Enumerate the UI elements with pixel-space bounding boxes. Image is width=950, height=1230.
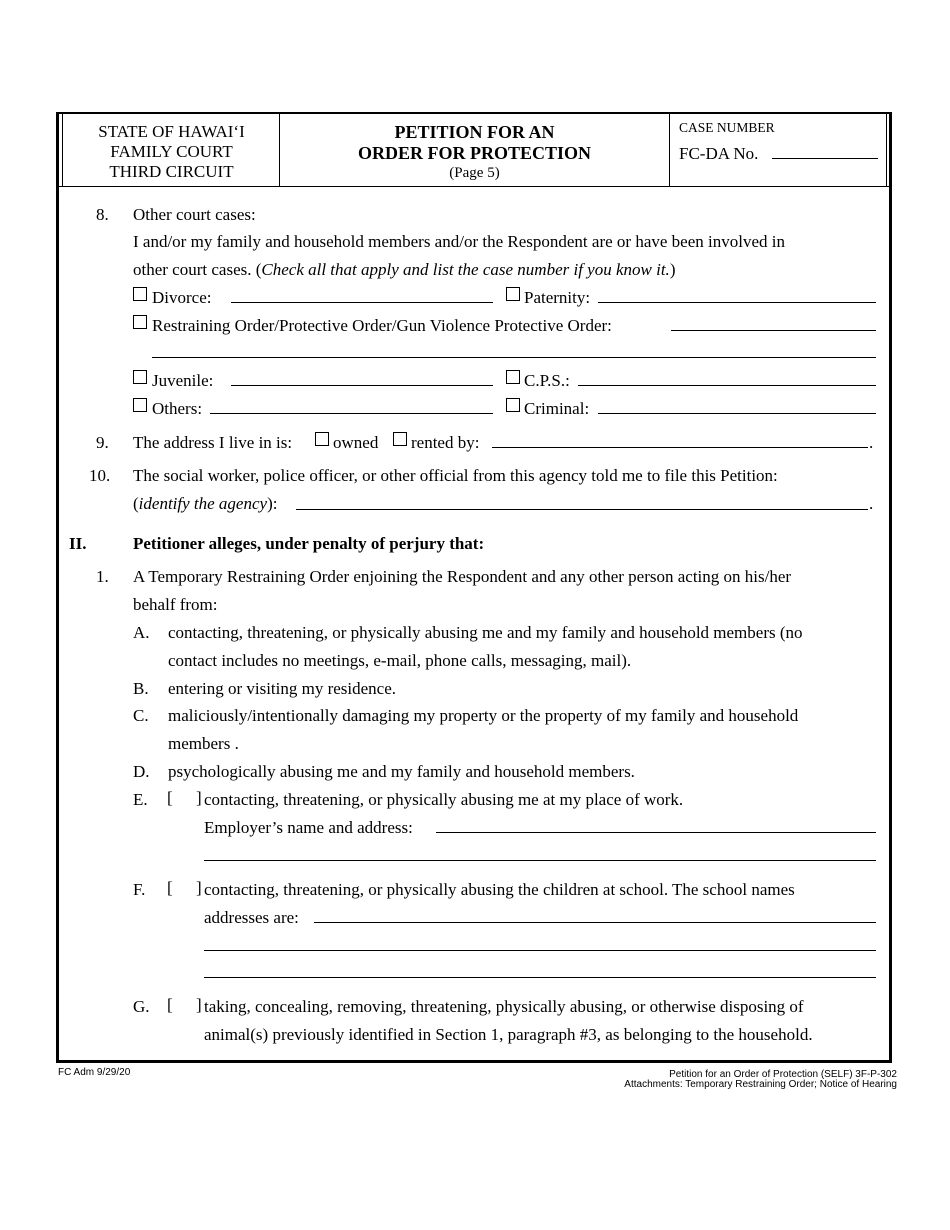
court-circuit: THIRD CIRCUIT	[109, 162, 234, 181]
item1e-text: contacting, threatening, or physically abusing me at my place of work.	[204, 790, 684, 809]
criminal-label: Criminal:	[524, 399, 590, 418]
item9-number: 9.	[96, 433, 109, 452]
form-title-line2: ORDER FOR PROTECTION	[357, 143, 591, 163]
item1g-label: G.	[133, 997, 150, 1016]
case-number-prefix: FC-DA No.	[679, 144, 759, 163]
item1-line2: behalf from:	[133, 595, 218, 614]
item1c-label: C.	[133, 706, 149, 725]
item1f-text: contacting, threatening, or physically abusing the children at school. The school names	[204, 880, 795, 899]
item1b-text: entering or visiting my residence.	[168, 679, 397, 698]
court-state: STATE OF HAWAI‘I	[98, 122, 245, 141]
item1d-text: psychologically abusing me and my family and household members.	[168, 762, 635, 781]
criminal-checkbox[interactable]	[506, 398, 520, 412]
header-divider-2	[669, 114, 670, 186]
item1d-label: D.	[133, 762, 150, 781]
item1g-bracket-open[interactable]: [	[167, 995, 173, 1014]
others-checkbox[interactable]	[133, 398, 147, 412]
item9-period: .	[869, 433, 874, 452]
restraining-order-label: Restraining Order/Protective Order/Gun Violence Protective Order:	[152, 316, 612, 335]
school-addresses-field[interactable]	[314, 922, 876, 923]
item10-line1: The social worker, police officer, or other official from this agency told me to file this Petition:	[133, 466, 778, 485]
form-title-block	[280, 122, 669, 183]
restraining-order-case-field[interactable]	[671, 330, 876, 331]
section2-heading: Petitioner alleges, under penalty of perjury that:	[133, 534, 485, 553]
item1-number: 1.	[96, 567, 109, 586]
item10-period: .	[869, 494, 874, 513]
owned-checkbox[interactable]	[315, 432, 329, 446]
item1g-line2: animal(s) previously identified in Section 1, paragraph #3, as belonging to the household.	[204, 1025, 813, 1044]
item1f-label: F.	[133, 880, 146, 899]
item1a-line2: contact includes no meetings, e-mail, phone calls, messaging, mail).	[168, 651, 632, 670]
item10-number: 10.	[89, 466, 111, 485]
school-addresses-field-2[interactable]	[204, 950, 876, 951]
employer-label: Employer’s name and address:	[204, 818, 413, 837]
item9-text: The address I live in is:	[133, 433, 293, 452]
school-addresses-label: addresses are:	[204, 908, 299, 927]
page-number: (Page 5)	[449, 165, 500, 181]
rented-checkbox[interactable]	[393, 432, 407, 446]
rented-label: rented by:	[411, 433, 480, 452]
item1e-label: E.	[133, 790, 148, 809]
juvenile-label: Juvenile:	[152, 371, 214, 390]
divorce-case-field[interactable]	[231, 302, 493, 303]
header-inner-right-border	[886, 114, 887, 186]
divorce-label: Divorce:	[152, 288, 212, 307]
header-bottom-border	[59, 186, 889, 187]
paternity-case-field[interactable]	[598, 302, 876, 303]
item8-line1: I and/or my family and household members and/or the Respondent are or have been involved in	[133, 232, 785, 251]
item8-number: 8.	[96, 205, 109, 224]
form-title-line1: PETITION FOR AN	[394, 122, 555, 142]
item1-line1: A Temporary Restraining Order enjoining the Respondent and any other person acting on his/her	[133, 567, 792, 586]
footer-form-title: Petition for an Order of Protection (SELF) 3F-P-302	[669, 1069, 897, 1080]
item1b-label: B.	[133, 679, 149, 698]
header-inner-left-border	[62, 114, 63, 186]
item1a-line1: contacting, threatening, or physically abusing me and my family and household members (no	[168, 623, 803, 642]
footer-form-code: FC Adm 9/29/20	[58, 1067, 131, 1078]
footer-attachments: Attachments: Temporary Restraining Order; Notice of Hearing	[624, 1079, 897, 1090]
paternity-checkbox[interactable]	[506, 287, 520, 301]
rented-by-field[interactable]	[492, 447, 868, 448]
court-division: FAMILY COURT	[110, 142, 233, 161]
item8-line2: other court cases. (Check all that apply and list the case number if you know it.)	[133, 260, 676, 279]
cps-case-field[interactable]	[578, 385, 876, 386]
item1f-bracket-open[interactable]: [	[167, 878, 173, 897]
item1e-bracket-close[interactable]: ]	[196, 788, 202, 807]
item1e-bracket-open[interactable]: [	[167, 788, 173, 807]
criminal-case-field[interactable]	[598, 413, 876, 414]
item1g-bracket-close[interactable]: ]	[196, 995, 202, 1014]
others-label: Others:	[152, 399, 203, 418]
item1c-line2: members .	[168, 734, 239, 753]
form-frame	[56, 112, 892, 1063]
juvenile-case-field[interactable]	[231, 385, 493, 386]
item1c-line1: maliciously/intentionally damaging my property or the property of my family and household	[168, 706, 799, 725]
case-number-label: CASE NUMBER	[679, 120, 775, 135]
cps-checkbox[interactable]	[506, 370, 520, 384]
paternity-label: Paternity:	[524, 288, 591, 307]
case-number-field[interactable]	[772, 158, 878, 159]
item1g-line1: taking, concealing, removing, threatening, physically abusing, or otherwise disposing of	[204, 997, 804, 1016]
item10-line2: (identify the agency):	[133, 494, 278, 513]
court-name-block	[64, 122, 279, 182]
juvenile-checkbox[interactable]	[133, 370, 147, 384]
school-addresses-field-3[interactable]	[204, 977, 876, 978]
restraining-order-case-field-2[interactable]	[152, 357, 876, 358]
cps-label: C.P.S.:	[524, 371, 570, 390]
employer-field[interactable]	[436, 832, 876, 833]
others-case-field[interactable]	[210, 413, 493, 414]
section2-number: II.	[69, 534, 87, 553]
divorce-checkbox[interactable]	[133, 287, 147, 301]
owned-label: owned	[333, 433, 379, 452]
item1a-label: A.	[133, 623, 150, 642]
employer-field-2[interactable]	[204, 860, 876, 861]
agency-field[interactable]	[296, 509, 868, 510]
restraining-order-checkbox[interactable]	[133, 315, 147, 329]
item8-heading: Other court cases:	[133, 205, 256, 224]
item1f-bracket-close[interactable]: ]	[196, 878, 202, 897]
